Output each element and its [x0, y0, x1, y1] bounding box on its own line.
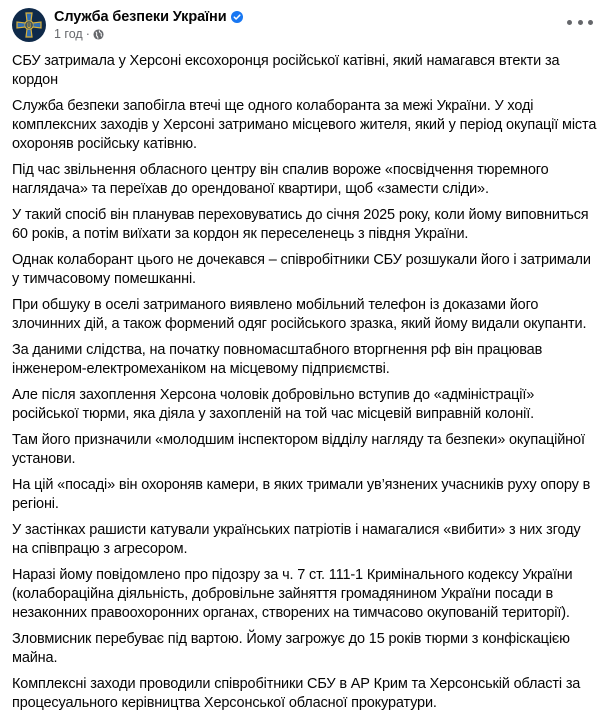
post-paragraph: На цій «посаді» він охороняв камери, в яких тримали ув’язнених учасників руху опору в регіоні. — [12, 477, 591, 512]
post-paragraph: За даними слідства, на початку повномасштабного вторгнення рф він працював інженером-електромеханіком на місцевому підприємстві. — [12, 342, 543, 377]
post-header — [12, 6, 595, 44]
post-paragraph: У такий спосіб він планував переховуватись до січня 2025 року, коли йому виповниться 60 років, а потім виїхати за кордон як переселенець з півдня України. — [12, 207, 589, 242]
post-paragraph: Там його призначили «молодшим інспектором відділу нагляду та безпеки» окупаційної установи. — [12, 432, 585, 467]
more-options-icon — [567, 20, 572, 25]
verified-badge-icon — [231, 11, 243, 23]
post-timestamp[interactable]: 1 год — [54, 27, 83, 41]
post-headline: СБУ затримала у Херсоні ексохоронця російської катівні, який намагався втекти за кордон — [12, 53, 560, 88]
post-paragraph: Зловмисник перебуває під вартою. Йому загрожує до 15 років тюрми з конфіскацією майна. — [12, 631, 570, 666]
post-paragraph: Служба безпеки запобігла втечі ще одного колаборанта за межі України. У ході комплексних заходів у Херсоні затримано місцевого жителя, який у період окупації міста охороняв російську катівню. — [12, 98, 597, 152]
post-paragraph: У застінках рашисти катували українських патріотів і намагалися «вибити» з них згоду на співпрацю з агресором. — [12, 522, 581, 557]
more-options-button[interactable] — [567, 14, 593, 30]
post-paragraph: Однак колаборант цього не дочекався – співробітники СБУ розшукали його і затримали у тимчасовому помешканні. — [12, 252, 591, 287]
author-name[interactable]: Служба безпеки України — [54, 9, 227, 25]
post-paragraph: Але після захоплення Херсона чоловік добровільно вступив до «адміністрації» російської тюрми, яка діяла у захопленій на той час місцевій виправній колонії. — [12, 387, 535, 422]
avatar[interactable] — [12, 8, 46, 42]
post-paragraph: Комплексні заходи проводили співробітники СБУ в АР Крим та Херсонській області за процесуального керівництва Херсонської обласної прокуратури. — [12, 676, 581, 711]
more-options-icon — [578, 20, 583, 25]
sbu-emblem-icon — [14, 10, 44, 40]
more-options-icon — [588, 20, 593, 25]
post-subtitle — [54, 26, 243, 42]
post-meta — [54, 8, 243, 42]
author-row — [54, 8, 243, 26]
separator-dot: · — [85, 27, 90, 41]
post-paragraph: При обшуку в оселі затриманого виявлено мобільний телефон із доказами його злочинних дій, а також формений одяг російського зразка, який йому видали окупанти. — [12, 297, 587, 332]
post-body — [12, 52, 597, 720]
post-paragraph: Під час звільнення обласного центру він спалив вороже «посвідчення тюремного наглядача» та переїхав до орендованої квартири, щоб «замести сліди». — [12, 162, 549, 197]
post-paragraph: Наразі йому повідомлено про підозру за ч. 7 ст. 111-1 Кримінального кодексу України (колабораційна діяльність, добровільне зайняття громадянином України посади в незаконних правоохоронних органах, створених на тимчасово окупованій території). — [12, 567, 573, 621]
globe-icon — [93, 29, 104, 40]
